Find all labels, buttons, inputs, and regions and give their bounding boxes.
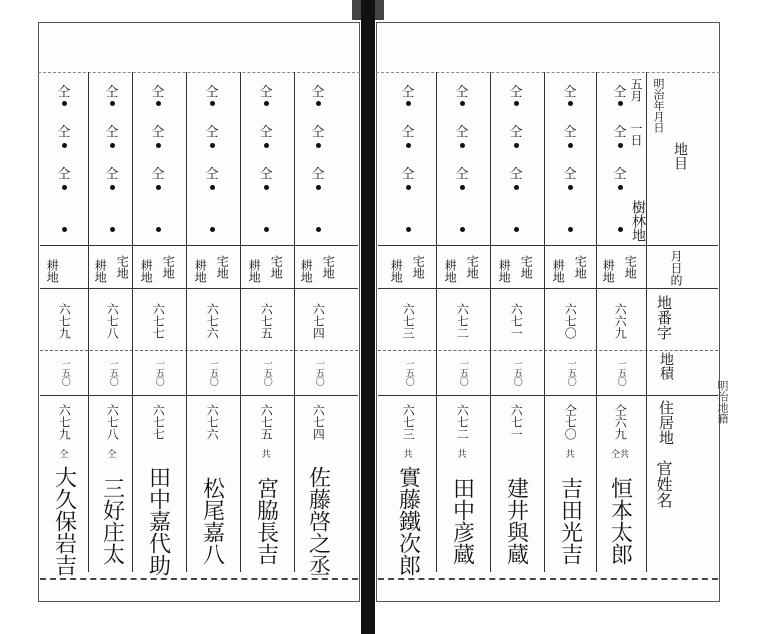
land-type: 宅地 xyxy=(623,255,638,279)
row-dot xyxy=(110,101,115,106)
residence-tag: 共 xyxy=(457,450,467,461)
residence-tag: 仝共 xyxy=(610,450,629,461)
residence-tag: 仝 xyxy=(107,450,117,461)
col-line xyxy=(436,72,437,572)
lot-number: 六七二 xyxy=(455,303,470,339)
row-dot xyxy=(156,227,161,232)
residence-number: 六七一 xyxy=(509,404,524,440)
row-dot xyxy=(316,185,321,190)
right-top-margin xyxy=(376,26,720,73)
land-type-secondary: 耕地 xyxy=(93,259,108,283)
row-dot xyxy=(460,185,465,190)
right-rule-2 xyxy=(378,288,718,289)
lot-number: 六七三 xyxy=(401,303,416,339)
row-dot xyxy=(514,143,519,148)
land-area: 一五〇 xyxy=(313,358,324,386)
ditto-mark: 仝 xyxy=(563,167,577,183)
row-dot xyxy=(210,101,215,106)
lot-number: 六七五 xyxy=(259,303,274,339)
land-area: 一五〇 xyxy=(403,358,414,386)
header-chiban: 地番字 xyxy=(655,295,673,340)
ditto-mark: 仝 xyxy=(401,85,415,101)
residence-number: 六七六 xyxy=(205,404,220,440)
lot-number: 六七八 xyxy=(105,303,120,339)
land-type: 宅地 xyxy=(215,255,230,279)
ditto-mark: 仝 xyxy=(57,125,71,141)
residence-tag xyxy=(136,446,180,466)
owner-name: 三好庄太 xyxy=(99,477,125,565)
row-dot xyxy=(62,227,67,232)
ditto-mark: 仝 xyxy=(105,85,119,101)
ditto-mark: 仝 xyxy=(509,125,523,141)
row-dot xyxy=(460,101,465,106)
owner-name: 松尾嘉八 xyxy=(199,477,225,565)
owner-name: 大久保岩吉 xyxy=(51,466,77,576)
row-dot xyxy=(210,185,215,190)
header-date: 明治年月日 xyxy=(652,78,665,133)
ditto-mark: 仝 xyxy=(455,167,469,183)
lot-number: 六七一 xyxy=(509,303,524,339)
right-bottom-rule xyxy=(378,578,718,580)
row-dot xyxy=(264,227,269,232)
owner-name: 田中嘉代助 xyxy=(145,466,171,576)
row-dot xyxy=(62,185,67,190)
row-dot xyxy=(460,143,465,148)
ditto-mark: 仝 xyxy=(311,167,325,183)
land-type-secondary: 耕地 xyxy=(601,259,616,283)
row-dot xyxy=(514,185,519,190)
ditto-mark: 仝 xyxy=(311,85,325,101)
land-area: 一五〇 xyxy=(59,358,70,386)
row-dot xyxy=(316,143,321,148)
residence-number: 六七五 xyxy=(259,404,274,440)
land-area: 一五〇 xyxy=(615,358,626,386)
row-dot xyxy=(210,143,215,148)
land-type-secondary: 耕地 xyxy=(299,259,314,283)
row-dot xyxy=(316,101,321,106)
row-dot xyxy=(406,185,411,190)
residence-tag: 共 xyxy=(261,450,271,461)
row-dot xyxy=(618,143,623,148)
land-type-secondary: 耕地 xyxy=(247,259,262,283)
lot-number: 六七四 xyxy=(311,303,326,339)
book-spine xyxy=(361,0,375,634)
ditto-mark: 仝 xyxy=(311,125,325,141)
left-bottom-rule xyxy=(40,578,358,580)
land-area: 一五〇 xyxy=(153,358,164,386)
row-dot xyxy=(316,227,321,232)
ditto-mark: 仝 xyxy=(151,167,165,183)
row-dot xyxy=(156,101,161,106)
ditto-mark: 仝 xyxy=(105,125,119,141)
ditto-mark: 仝 xyxy=(205,125,219,141)
ditto-mark: 仝 xyxy=(455,85,469,101)
land-type-secondary: 耕地 xyxy=(139,259,154,283)
residence-tag: 仝 xyxy=(59,450,69,461)
ditto-mark: 仝 xyxy=(563,85,577,101)
row-dot xyxy=(568,143,573,148)
right-rule-3 xyxy=(378,350,718,351)
owner-name: 佐藤啓之丞 xyxy=(305,466,331,576)
residence-number: 六七九 xyxy=(57,404,72,440)
col-line xyxy=(186,72,187,572)
margin-note: 明治地籍 xyxy=(716,380,729,424)
land-area: 一五〇 xyxy=(511,358,522,386)
land-type: 宅地 xyxy=(321,255,336,279)
land-area: 一五〇 xyxy=(207,358,218,386)
land-type-secondary: 耕地 xyxy=(45,259,60,283)
residence-tag xyxy=(494,446,538,466)
land-type: 宅地 xyxy=(411,255,426,279)
land-type: 宅地 xyxy=(573,255,588,279)
row-dot xyxy=(460,227,465,232)
ditto-mark: 仝 xyxy=(151,85,165,101)
land-type-secondary: 耕地 xyxy=(389,259,404,283)
left-top-margin xyxy=(38,26,360,73)
col-line xyxy=(544,72,545,572)
land-area: 一五〇 xyxy=(261,358,272,386)
lot-number: 六七七 xyxy=(151,303,166,339)
land-type-secondary: 耕地 xyxy=(551,259,566,283)
row-dot xyxy=(156,143,161,148)
header-month: 五月 xyxy=(629,78,643,102)
header-chiseki: 地積 xyxy=(658,352,674,380)
row-dot xyxy=(210,227,215,232)
ditto-mark: 仝 xyxy=(205,167,219,183)
row-dot xyxy=(514,101,519,106)
row-dot xyxy=(264,185,269,190)
residence-number: 仝七〇 xyxy=(563,404,578,440)
row-dot xyxy=(618,227,623,232)
header-chimoku: 地目 xyxy=(672,142,688,170)
row-dot xyxy=(406,227,411,232)
ditto-mark: 仝 xyxy=(57,167,71,183)
col-line xyxy=(88,72,89,572)
land-type: 宅地 xyxy=(269,255,284,279)
ditto-mark: 仝 xyxy=(105,167,119,183)
residence-number: 六七二 xyxy=(455,404,470,440)
residence-number: 六七八 xyxy=(105,404,120,440)
ditto-mark: 仝 xyxy=(613,85,627,101)
row-dot xyxy=(514,227,519,232)
row-dot xyxy=(406,101,411,106)
ditto-mark: 仝 xyxy=(613,167,627,183)
lot-number: 六七九 xyxy=(57,303,72,339)
lot-number: 六七六 xyxy=(205,303,220,339)
ditto-mark: 仝 xyxy=(57,85,71,101)
ditto-mark: 仝 xyxy=(205,85,219,101)
col-line xyxy=(646,72,647,572)
ditto-mark: 仝 xyxy=(401,167,415,183)
row-dot xyxy=(618,101,623,106)
col-line xyxy=(294,72,295,572)
header-shurinchi: 樹林地 xyxy=(630,200,646,242)
residence-number: 六七四 xyxy=(311,404,326,440)
residence-number: 六七七 xyxy=(151,404,166,440)
land-type: 宅地 xyxy=(161,255,176,279)
land-area: 一五〇 xyxy=(457,358,468,386)
owner-name: 恒本太郎 xyxy=(607,477,633,565)
lot-number: 六七〇 xyxy=(563,303,578,339)
header-tsuki: 月日的 xyxy=(669,250,683,286)
owner-name: 宮脇長吉 xyxy=(253,477,279,565)
ditto-mark: 仝 xyxy=(563,125,577,141)
ditto-mark: 仝 xyxy=(151,125,165,141)
header-day: 一日 xyxy=(629,122,643,146)
ditto-mark: 仝 xyxy=(259,85,273,101)
row-dot xyxy=(156,185,161,190)
ditto-mark: 仝 xyxy=(613,125,627,141)
row-dot xyxy=(110,143,115,148)
residence-tag: 共 xyxy=(565,450,575,461)
land-type xyxy=(62,250,86,284)
row-dot xyxy=(568,101,573,106)
land-type: 宅地 xyxy=(519,255,534,279)
right-rule-1 xyxy=(378,245,718,246)
residence-tag xyxy=(296,446,340,466)
land-type: 宅地 xyxy=(115,255,130,279)
land-type: 宅地 xyxy=(465,255,480,279)
land-area: 一五〇 xyxy=(565,358,576,386)
row-dot xyxy=(62,101,67,106)
owner-name: 吉田光吉 xyxy=(557,477,583,565)
residence-number: 仝六九 xyxy=(613,404,628,440)
header-kanmei: 官姓名 xyxy=(654,460,673,508)
ditto-mark: 仝 xyxy=(455,125,469,141)
row-dot xyxy=(110,227,115,232)
land-area: 一五〇 xyxy=(107,358,118,386)
right-rule-4 xyxy=(378,395,718,396)
row-dot xyxy=(110,185,115,190)
col-line xyxy=(490,72,491,572)
ditto-mark: 仝 xyxy=(509,85,523,101)
col-line xyxy=(240,72,241,572)
owner-name: 田中彦蔵 xyxy=(449,477,475,565)
owner-name: 實藤鐵次郎 xyxy=(395,466,421,576)
lot-number: 六六九 xyxy=(613,303,628,339)
col-line xyxy=(596,72,597,572)
ditto-mark: 仝 xyxy=(259,167,273,183)
row-dot xyxy=(618,185,623,190)
owner-name: 建井與蔵 xyxy=(503,477,529,565)
row-dot xyxy=(264,143,269,148)
header-jukyo: 住居地 xyxy=(657,400,675,445)
row-dot xyxy=(568,185,573,190)
ditto-mark: 仝 xyxy=(401,125,415,141)
land-type-secondary: 耕地 xyxy=(497,259,512,283)
land-type-secondary: 耕地 xyxy=(443,259,458,283)
residence-tag: 共 xyxy=(403,450,413,461)
ditto-mark: 仝 xyxy=(259,125,273,141)
row-dot xyxy=(264,101,269,106)
row-dot xyxy=(568,227,573,232)
row-dot xyxy=(62,143,67,148)
land-type-secondary: 耕地 xyxy=(193,259,208,283)
residence-tag xyxy=(190,446,234,466)
row-dot xyxy=(406,143,411,148)
residence-number: 六七三 xyxy=(401,404,416,440)
ditto-mark: 仝 xyxy=(509,167,523,183)
